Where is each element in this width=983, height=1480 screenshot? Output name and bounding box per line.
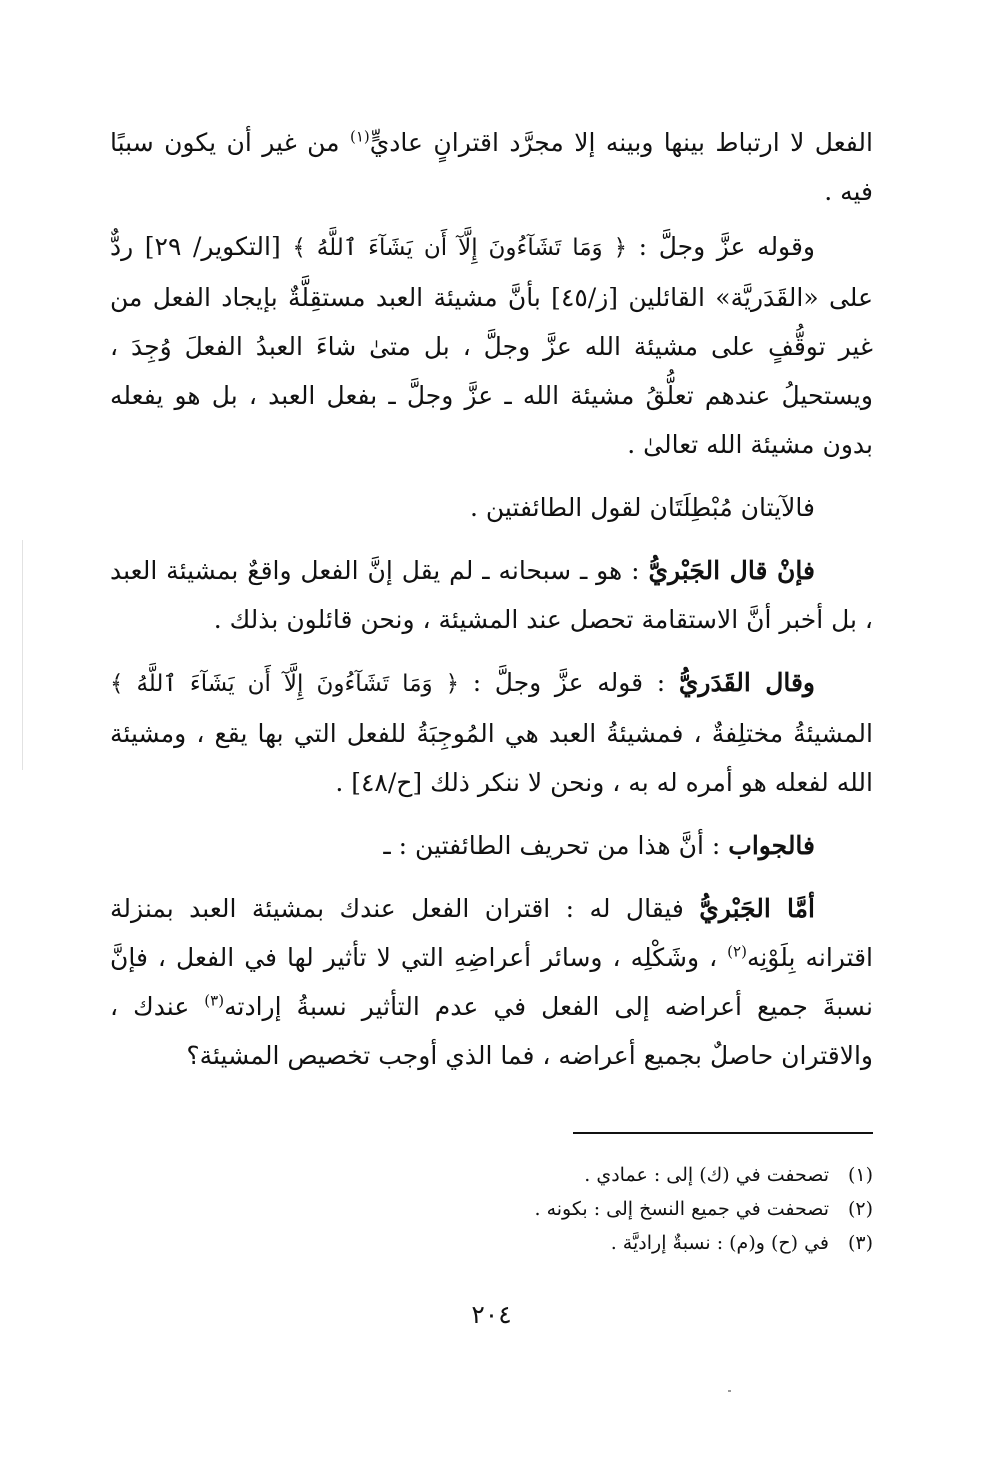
scan-margin-line bbox=[22, 540, 23, 770]
text-segment: المشيئةُ مختلِفةٌ ، فمشيئةُ العبد هي المُوجِبَةُ للفعل التي بها يقع ، ومشيئة الله لفعله هو أمره له به ، ونحن لا ننكر ذلك [ح/٤٨] . bbox=[110, 719, 873, 797]
paragraph-p3 bbox=[110, 483, 873, 532]
paragraph-p7 bbox=[110, 884, 873, 1080]
page-number: ٢٠٤ bbox=[471, 1300, 512, 1329]
footnote-text: في (ح) و(م) : نسبةٌ إراديَّة . bbox=[610, 1232, 829, 1254]
paragraph-p6 bbox=[110, 821, 873, 870]
paragraph-p5 bbox=[110, 658, 873, 807]
text-segment: : هو ـ سبحانه ـ لم يقل إنَّ الفعل واقعٌ بمشيئة العبد ، بل أخبر أنَّ الاستقامة تحصل عند المشيئة ، ونحن قائلون بذلك . bbox=[110, 556, 873, 634]
footnote-marker: (١) bbox=[349, 127, 370, 146]
text-segment: عندك ، والاقتران حاصلٌ بجميع أعراضه ، فما الذي أوجب تخصيص المشيئة؟ bbox=[110, 992, 873, 1070]
speaker-label: فإنْ قال الجَبْريُّ bbox=[648, 556, 815, 585]
footnote-item bbox=[110, 1226, 873, 1260]
footnote-number: (١) bbox=[847, 1164, 873, 1186]
quran-verse: ﴿ وَمَا تَشَآءُونَ إِلَّآ أَن يَشَآءَ ٱللَّهُ ﴾ bbox=[110, 671, 460, 697]
text-segment: : أنَّ هذا من تحريف الطائفتين : ـ bbox=[383, 831, 729, 860]
paragraph-p1 bbox=[110, 118, 873, 216]
footnote-item bbox=[110, 1192, 873, 1226]
footnote-number: (٢) bbox=[847, 1198, 873, 1220]
footnote-item bbox=[110, 1158, 873, 1192]
text-segment: ، وشَكْلِه ، وسائر أعراضِهِ التي لا تأثير لها في الفعل ، فإنَّ نسبةَ جميع أعراضه إلى الفعل في عدم التأثير نسبةُ إرادته bbox=[110, 943, 873, 1021]
text-segment: [التكوير/ ٢٩] ردٌّ على «القَدَريَّة» القائلين [ز/٤٥] بأنَّ مشيئة العبد مستقِلَّةٌ بإيجاد الفعل من غير توقُّفٍ على مشيئة الله عزَّ وجلَّ ، بل متىٰ شاءَ العبدُ الفعلَ وُجِدَ ، ويستحيلُ عندهم تعلُّقُ مشيئة الله ـ عزَّ وجلَّ ـ بفعل العبد ، بل هو يفعله بدون مشيئة الله تعالىٰ . bbox=[110, 232, 873, 459]
footnote-marker: (٣) bbox=[204, 991, 225, 1010]
speaker-label: وقال القَدَريُّ bbox=[678, 668, 815, 697]
text-segment: فيقال له : اقتران الفعل عندك بمشيئة العبد بمنزلة اقترانه بِلَوْنِه bbox=[110, 894, 873, 972]
footnote-number: (٣) bbox=[847, 1232, 873, 1254]
scan-speck bbox=[728, 1390, 731, 1392]
text-segment: وقوله عزَّ وجلَّ : bbox=[627, 232, 815, 261]
footnotes bbox=[110, 1158, 873, 1260]
text-segment: من غير أن يكون سببًا فيه . bbox=[110, 128, 873, 206]
footnote-text: تصحفت في (ك) إلى : عمادي . bbox=[584, 1164, 829, 1186]
footnote-text: تصحفت في جميع النسخ إلى : بكونه . bbox=[534, 1198, 829, 1220]
paragraph-p2 bbox=[110, 222, 873, 469]
footnote-separator bbox=[573, 1132, 873, 1134]
quran-verse: ﴿ وَمَا تَشَآءُونَ إِلَّآ أَن يَشَآءَ ٱللَّهُ ﴾ bbox=[292, 235, 628, 261]
text-segment: فالآيتان مُبْطِلَتَان لقول الطائفتين . bbox=[469, 493, 815, 522]
paragraph-p4 bbox=[110, 546, 873, 644]
text-segment: : قوله عزَّ وجلَّ : bbox=[459, 668, 679, 697]
speaker-label: فالجواب bbox=[728, 831, 815, 860]
main-text bbox=[110, 118, 873, 1094]
speaker-label: أمَّا الجَبْريُّ bbox=[699, 894, 815, 923]
footnote-marker: (٢) bbox=[727, 942, 747, 961]
text-segment: الفعل لا ارتباط بينها وبينه إلا مجرَّد اقترانٍ عاديٍّ bbox=[369, 128, 873, 157]
